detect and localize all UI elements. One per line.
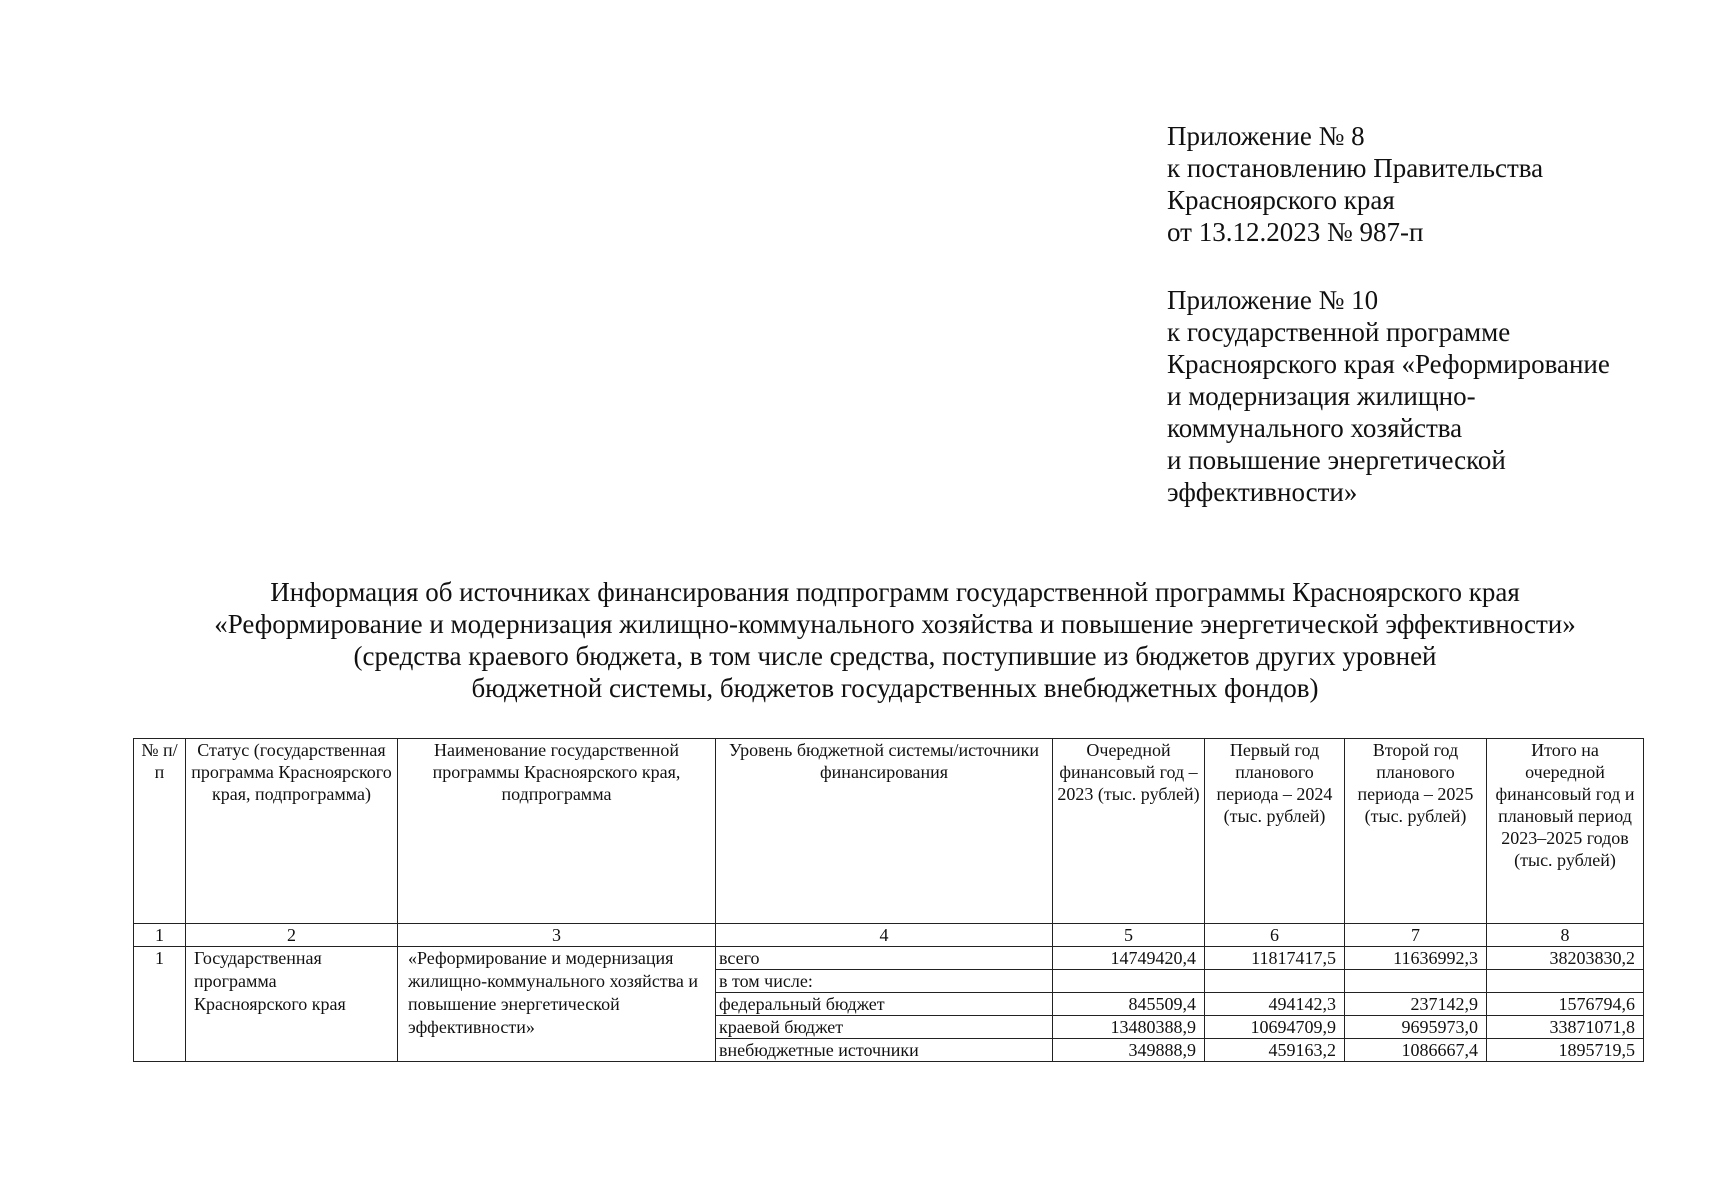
source-level: всего [716, 947, 1053, 970]
appendix-10-line-2: к государственной программе [1167, 317, 1511, 347]
row-program-name: «Реформирование и модернизация жилищно-коммунального хозяйства и повышение энергетической эффективности» [398, 947, 716, 1062]
appendix-8-line-4: от 13.12.2023 № 987-п [1167, 217, 1424, 247]
appendix-8-line-1: Приложение № 8 [1167, 121, 1365, 151]
appendix-10-line-4: и модернизация жилищно- [1167, 381, 1476, 411]
appendix-10-line-6: и повышение энергетической [1167, 445, 1506, 475]
appendix-10-line-3: Красноярского края «Реформирование [1167, 349, 1610, 379]
header-program-name: Наименование государственной программы Красноярского края, подпрограмма [398, 739, 716, 924]
source-level: в том числе: [716, 970, 1053, 993]
column-number: 2 [186, 924, 398, 947]
header-number: № п/п [134, 739, 186, 924]
appendix-10-line-5: коммунального хозяйства [1167, 413, 1463, 443]
value-2023: 13480388,9 [1053, 1016, 1205, 1039]
value-2025: 9695973,0 [1345, 1016, 1487, 1039]
column-number: 4 [716, 924, 1053, 947]
financing-table [133, 738, 1644, 1062]
value-total: 38203830,2 [1487, 947, 1644, 970]
column-number-row [134, 924, 1644, 947]
value-total: 33871071,8 [1487, 1016, 1644, 1039]
appendix-10-block [1167, 284, 1707, 508]
value-2025: 237142,9 [1345, 993, 1487, 1016]
value-total: 1895719,5 [1487, 1039, 1644, 1062]
value-2025: 11636992,3 [1345, 947, 1487, 970]
row-status: Государственная программа Красноярского края [186, 947, 398, 1062]
value-2023: 14749420,4 [1053, 947, 1205, 970]
title-line-2: «Реформирование и модернизация жилищно-коммунального хозяйства и повышение энергетической эффективности» [214, 609, 1576, 639]
header-status: Статус (государственная программа Красноярского края, подпрограмма) [186, 739, 398, 924]
column-number: 8 [1487, 924, 1644, 947]
appendix-10-line-7: эффективности» [1167, 477, 1358, 507]
value-2024: 11817417,5 [1205, 947, 1345, 970]
document-title [120, 576, 1670, 704]
header-year-2023: Очередной финансовый год – 2023 (тыс. рублей) [1053, 739, 1205, 924]
column-number: 6 [1205, 924, 1345, 947]
header-year-2025: Второй год планового периода – 2025 (тыс. рублей) [1345, 739, 1487, 924]
source-level: внебюджетные источники [716, 1039, 1053, 1062]
value-2024: 10694709,9 [1205, 1016, 1345, 1039]
value-2024 [1205, 970, 1345, 993]
title-line-3: (средства краевого бюджета, в том числе средства, поступившие из бюджетов других уровней [353, 641, 1437, 671]
column-number: 1 [134, 924, 186, 947]
row-number: 1 [134, 947, 186, 1062]
source-level: федеральный бюджет [716, 993, 1053, 1016]
appendix-8-block [1167, 120, 1707, 248]
value-total [1487, 970, 1644, 993]
column-number: 5 [1053, 924, 1205, 947]
value-total: 1576794,6 [1487, 993, 1644, 1016]
source-level: краевой бюджет [716, 1016, 1053, 1039]
value-2023: 349888,9 [1053, 1039, 1205, 1062]
header-total: Итого на очередной финансовый год и плановый период 2023–2025 годов (тыс. рублей) [1487, 739, 1644, 924]
value-2024: 459163,2 [1205, 1039, 1345, 1062]
header-budget-level: Уровень бюджетной системы/источники финансирования [716, 739, 1053, 924]
appendix-8-line-3: Красноярского края [1167, 185, 1395, 215]
value-2025: 1086667,4 [1345, 1039, 1487, 1062]
value-2024: 494142,3 [1205, 993, 1345, 1016]
value-2023 [1053, 970, 1205, 993]
table-row [134, 947, 1644, 970]
column-number: 3 [398, 924, 716, 947]
table-header-row [134, 739, 1644, 924]
header-year-2024: Первый год планового периода – 2024 (тыс. рублей) [1205, 739, 1345, 924]
value-2023: 845509,4 [1053, 993, 1205, 1016]
title-line-4: бюджетной системы, бюджетов государственных внебюджетных фондов) [471, 673, 1319, 703]
title-line-1: Информация об источниках финансирования подпрограмм государственной программы Красноярского края [270, 577, 1520, 607]
column-number: 7 [1345, 924, 1487, 947]
appendix-10-line-1: Приложение № 10 [1167, 285, 1379, 315]
appendix-8-line-2: к постановлению Правительства [1167, 153, 1544, 183]
value-2025 [1345, 970, 1487, 993]
